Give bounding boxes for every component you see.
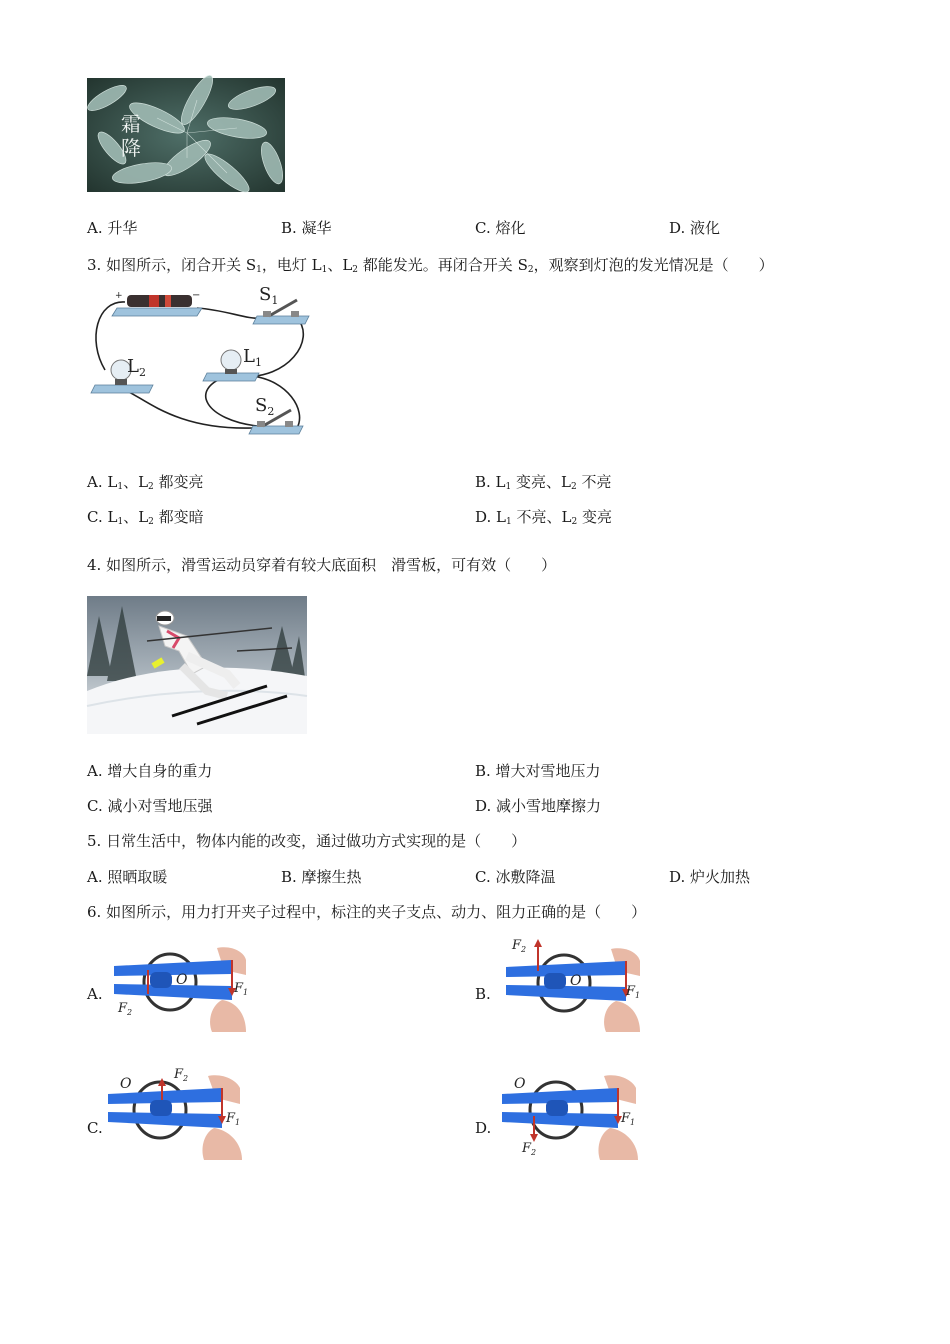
clip-b-f1-sub: 1: [635, 991, 641, 1000]
q3-opt-text: B. L: [475, 473, 506, 491]
clip-d-f2-sub: 2: [531, 1148, 537, 1157]
q3-opt-text: 不亮: [576, 473, 612, 491]
q5-option-c[interactable]: C. 冰敷降温: [475, 868, 556, 886]
q6-option-a[interactable]: A.: [87, 985, 103, 1003]
clip-diagram-d: [500, 1064, 642, 1160]
q3-stem: [87, 254, 774, 275]
l1-label-text: L: [243, 346, 255, 367]
q3-sub: 2: [352, 265, 359, 275]
clip-a-f1-text: F: [234, 981, 244, 996]
q3-option-c[interactable]: [87, 506, 204, 527]
q3-opt-text: 都变暗: [153, 508, 204, 526]
q4-option-d[interactable]: D. 减小雪地摩擦力: [475, 797, 602, 815]
q6-option-b[interactable]: B.: [475, 985, 491, 1003]
q3-sub: 1: [256, 265, 262, 275]
q2-option-c[interactable]: C. 熔化: [475, 219, 526, 237]
q3-opt-sub: 2: [148, 517, 154, 527]
circuit-diagram: [87, 280, 317, 445]
q3-stem-part: 、L: [327, 256, 353, 274]
q3-opt-sub: 1: [505, 482, 512, 492]
clip-b-f2-text: F: [512, 938, 522, 953]
q3-stem-part: 3. 如图所示，闭合开关 S: [87, 256, 257, 274]
clip-a-f2-text: F: [118, 1001, 128, 1016]
q2-option-d[interactable]: D. 液化: [669, 219, 721, 237]
q3-opt-text: 都变亮: [153, 473, 204, 491]
q6-option-d[interactable]: D.: [475, 1119, 492, 1137]
q6-stem: 6. 如图所示，用力打开夹子过程中，标注的夹子支点、动力、阻力正确的是（ ）: [87, 903, 647, 921]
q3-stem-part: ，观察到灯泡的发光情况是（ ）: [533, 256, 774, 274]
clip-c-o: O: [120, 1076, 132, 1092]
q3-opt-text: 、L: [123, 473, 149, 491]
q3-opt-text: C. L: [87, 508, 118, 526]
clip-b-o: O: [570, 973, 582, 989]
clip-d-o: O: [514, 1076, 526, 1092]
clip-d-f2-text: F: [522, 1141, 532, 1156]
q3-opt-sub: 1: [117, 517, 124, 527]
q3-opt-sub: 2: [571, 482, 577, 492]
s1-label-text: S: [259, 284, 272, 305]
battery-minus: −: [192, 290, 201, 301]
q4-option-a[interactable]: A. 增大自身的重力: [87, 762, 213, 780]
q2-option-a[interactable]: A. 升华: [87, 219, 138, 237]
clip-c-f1: [225, 1111, 240, 1127]
clip-diagram-a: [112, 940, 249, 1032]
battery-plus: +: [115, 291, 123, 301]
frost-image-caption: 霜降: [121, 112, 141, 160]
s2-sub: 2: [267, 405, 275, 418]
clip-a-f2: [117, 1001, 132, 1017]
s1-label: [259, 284, 278, 307]
q3-opt-text: 变亮、L: [511, 473, 571, 491]
skier-image: [87, 596, 307, 734]
s2-label-text: S: [255, 395, 268, 416]
q3-opt-sub: 2: [148, 482, 154, 492]
q4-option-c[interactable]: C. 减小对雪地压强: [87, 797, 213, 815]
q3-option-d[interactable]: [475, 506, 612, 527]
q5-option-d[interactable]: D. 炉火加热: [669, 868, 751, 886]
q3-opt-text: A. L: [87, 473, 118, 491]
clip-b-f2: [511, 938, 526, 954]
clip-diagram-b: [500, 935, 640, 1032]
q3-opt-sub: 2: [571, 517, 578, 527]
l2-label-text: L: [127, 356, 139, 377]
clip-diagram-c: [108, 1064, 242, 1160]
clip-c-f1-text: F: [226, 1111, 236, 1126]
q4-stem: 4. 如图所示，滑雪运动员穿着有较大底面积 滑雪板，可有效（ ）: [87, 556, 557, 574]
clip-a-o: O: [176, 972, 188, 988]
q3-stem-part: ，电灯 L: [261, 256, 322, 274]
q3-opt-text: D. L: [475, 508, 506, 526]
clip-c-f2-sub: 2: [183, 1074, 189, 1083]
q3-sub: 2: [527, 265, 534, 275]
clip-b-f1-text: F: [626, 984, 636, 999]
q5-option-b[interactable]: B. 摩擦生热: [281, 868, 362, 886]
q3-option-b[interactable]: [475, 471, 612, 492]
q5-option-a[interactable]: A. 照晒取暖: [87, 868, 168, 886]
q3-stem-part: 都能发光。再闭合开关 S: [358, 256, 528, 274]
clip-d-f2: [521, 1141, 536, 1157]
q3-opt-text: 变亮: [577, 508, 612, 526]
clip-d-f1-text: F: [621, 1111, 631, 1126]
q3-option-a[interactable]: [87, 471, 204, 492]
clip-d-f1-sub: 1: [630, 1118, 636, 1127]
l2-sub: 2: [138, 366, 146, 379]
clip-c-f2-text: F: [174, 1067, 184, 1082]
l2-label: [127, 356, 146, 379]
q3-opt-sub: 1: [117, 482, 124, 492]
q3-opt-text: 、L: [123, 508, 149, 526]
q5-stem: 5. 日常生活中，物体内能的改变，通过做功方式实现的是（ ）: [87, 832, 527, 850]
clip-d-f1: [620, 1111, 635, 1127]
clip-a-f1: [233, 981, 248, 997]
clip-c-f1-sub: 1: [235, 1118, 241, 1127]
q6-option-c[interactable]: C.: [87, 1119, 103, 1137]
l1-sub: 1: [254, 356, 262, 369]
l1-label: [243, 346, 262, 369]
frost-image: [87, 78, 285, 192]
clip-b-f2-sub: 2: [521, 945, 527, 954]
q2-option-b[interactable]: B. 凝华: [281, 219, 332, 237]
q3-sub: 1: [321, 265, 328, 275]
clip-a-f1-sub: 1: [243, 988, 249, 997]
clip-a-f2-sub: 2: [127, 1008, 133, 1017]
s2-label: [255, 395, 274, 418]
q3-opt-text: 不亮、L: [511, 508, 572, 526]
q3-opt-sub: 1: [506, 517, 512, 527]
clip-b-f1: [625, 984, 640, 1000]
q4-option-b[interactable]: B. 增大对雪地压力: [475, 762, 601, 780]
s1-sub: 1: [271, 294, 279, 307]
clip-c-f2: [173, 1067, 188, 1083]
